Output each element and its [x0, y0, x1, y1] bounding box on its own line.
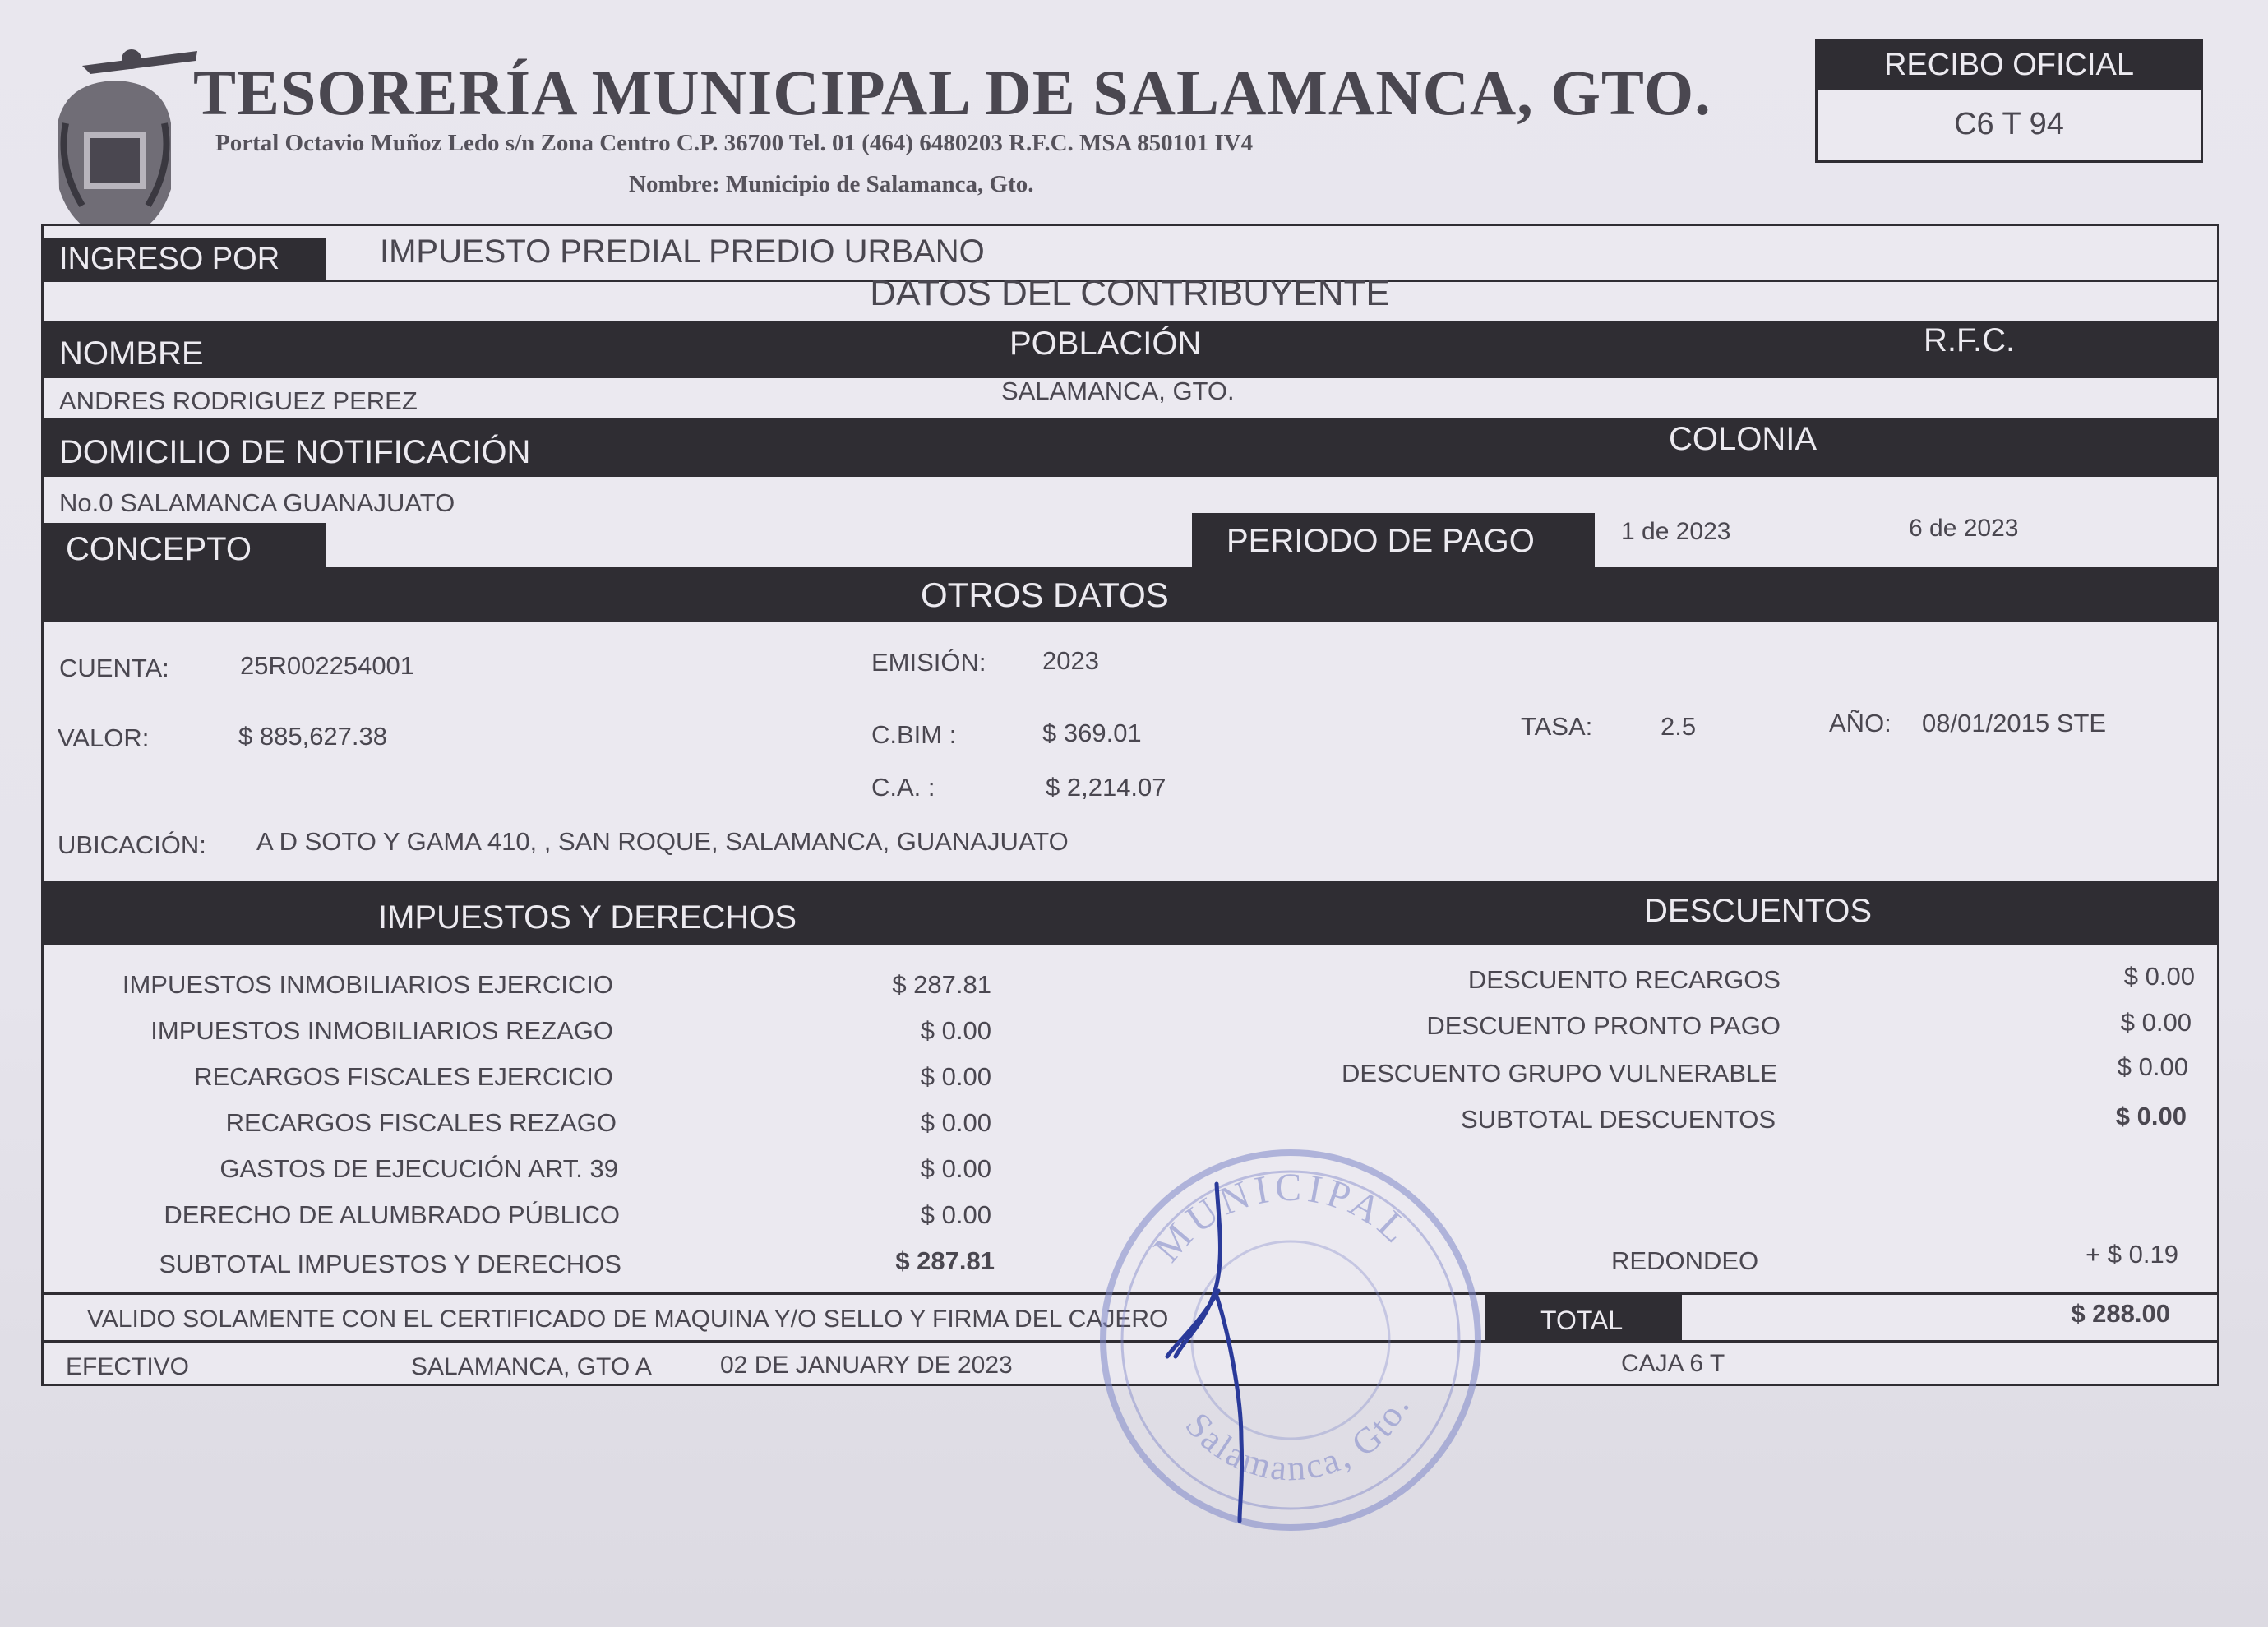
descuento-subtotal-label: SUBTOTAL DESCUENTOS	[1461, 1105, 1776, 1134]
ubicacion-value: A D SOTO Y GAMA 410, , SAN ROQUE, SALAMANCA, GUANAJUATO	[256, 827, 1069, 856]
periodo-desde: 1 de 2023	[1621, 518, 1731, 545]
otros-section-title: OTROS DATOS	[921, 575, 1169, 614]
fecha: 02 DE JANUARY DE 2023	[720, 1352, 1013, 1379]
cuenta-label: CUENTA:	[59, 654, 169, 682]
descuento-row-value: $ 0.00	[2117, 1052, 2188, 1081]
impuestos-title: IMPUESTOS Y DERECHOS	[378, 899, 797, 936]
impuesto-row-label: GASTOS DE EJECUCIÓN ART. 39	[219, 1154, 618, 1183]
descuento-row-value: $ 0.00	[2123, 962, 2195, 991]
nombre-label: NOMBRE	[59, 335, 204, 372]
anio-value: 08/01/2015 STE	[1922, 709, 2107, 737]
periodo-hasta: 6 de 2023	[1909, 515, 2019, 542]
impuesto-row-label: IMPUESTOS INMOBILIARIOS EJERCICIO	[122, 970, 613, 999]
domicilio-value: No.0 SALAMANCA GUANAJUATO	[59, 488, 455, 517]
caja: CAJA 6 T	[1621, 1350, 1725, 1377]
valor-value: $ 885,627.38	[238, 722, 388, 751]
treasury-name-line: Nombre: Municipio de Salamanca, Gto.	[629, 171, 1034, 197]
impuestos-header-bar	[43, 881, 2219, 945]
tasa-value: 2.5	[1661, 712, 1697, 741]
cbim-label: C.BIM :	[871, 720, 957, 749]
ingreso-value: IMPUESTO PREDIAL PREDIO URBANO	[380, 233, 985, 270]
stamp-top-text: MUNICIPAL	[1145, 1165, 1420, 1270]
emision-label: EMISIÓN:	[871, 648, 986, 677]
ingreso-label: INGRESO POR	[59, 242, 280, 276]
descuento-row-value: $ 0.00	[2120, 1008, 2192, 1037]
forma-pago: EFECTIVO	[66, 1353, 190, 1380]
impuesto-row-label: DERECHO DE ALUMBRADO PÚBLICO	[164, 1200, 620, 1229]
contribuyente-section-title: DATOS DEL CONTRIBUYENTE	[870, 273, 1390, 313]
cbim-value: $ 369.01	[1042, 719, 1142, 747]
rfc-label: R.F.C.	[1924, 322, 2016, 358]
descuento-subtotal-value: $ 0.00	[2115, 1102, 2187, 1130]
impuesto-row-value: $ 0.00	[920, 1062, 991, 1091]
emision-value: 2023	[1042, 646, 1099, 675]
impuesto-row-label: IMPUESTOS INMOBILIARIOS REZAGO	[150, 1016, 613, 1045]
poblacion-label: POBLACIÓN	[1009, 326, 1202, 362]
impuesto-subtotal-label: SUBTOTAL IMPUESTOS Y DERECHOS	[159, 1250, 621, 1278]
impuesto-row-value: $ 0.00	[920, 1016, 991, 1045]
ca-value: $ 2,214.07	[1046, 773, 1166, 802]
receipt-label: RECIBO OFICIAL	[1883, 48, 2135, 82]
redondeo-label: REDONDEO	[1611, 1246, 1759, 1275]
stamp-bottom-text: Salamanca, Gto.	[1177, 1387, 1419, 1489]
tasa-label: TASA:	[1521, 712, 1593, 741]
valor-label: VALOR:	[58, 723, 150, 752]
redondeo-value: + $ 0.19	[2086, 1240, 2178, 1269]
domicilio-label: DOMICILIO DE NOTIFICACIÓN	[59, 434, 531, 470]
ubicacion-label: UBICACIÓN:	[58, 830, 206, 859]
cashier-signature	[1151, 1167, 1315, 1529]
lugar: SALAMANCA, GTO A	[411, 1353, 652, 1380]
anio-label: AÑO:	[1829, 709, 1892, 737]
cuenta-value: 25R002254001	[240, 651, 415, 680]
total-label: TOTAL	[1540, 1306, 1624, 1335]
concepto-label: CONCEPTO	[66, 531, 252, 567]
validez-note: VALIDO SOLAMENTE CON EL CERTIFICADO DE MAQUINA Y/O SELLO Y FIRMA DEL CAJERO	[87, 1306, 1169, 1333]
periodo-label: PERIODO DE PAGO	[1226, 523, 1535, 559]
municipal-crest-logo	[33, 33, 206, 238]
impuesto-row-value: $ 0.00	[920, 1108, 991, 1137]
impuesto-row-value: $ 287.81	[892, 970, 991, 999]
ca-label: C.A. :	[871, 773, 935, 802]
impuesto-row-label: RECARGOS FISCALES REZAGO	[225, 1108, 617, 1137]
descuentos-title: DESCUENTOS	[1644, 893, 1873, 929]
descuento-row-label: DESCUENTO PRONTO PAGO	[1426, 1011, 1781, 1040]
impuesto-row-value: $ 0.00	[920, 1154, 991, 1183]
impuesto-subtotal-value: $ 287.81	[895, 1246, 995, 1275]
poblacion-value: SALAMANCA, GTO.	[1001, 377, 1235, 405]
treasury-address: Portal Octavio Muñoz Ledo s/n Zona Centro C.P. 36700 Tel. 01 (464) 6480203 R.F.C. MSA 850101 IV4	[215, 130, 1254, 156]
descuento-row-label: DESCUENTO GRUPO VULNERABLE	[1342, 1059, 1777, 1088]
colonia-label: COLONIA	[1669, 421, 1818, 457]
nombre-value: ANDRES RODRIGUEZ PEREZ	[59, 386, 418, 415]
treasury-title: TESORERÍA MUNICIPAL DE SALAMANCA, GTO.	[193, 57, 1711, 128]
total-value: $ 288.00	[2071, 1299, 2170, 1328]
descuento-row-label: DESCUENTO RECARGOS	[1467, 965, 1781, 994]
receipt-number: C6 T 94	[1954, 107, 2064, 141]
impuesto-row-value: $ 0.00	[920, 1200, 991, 1229]
impuesto-row-label: RECARGOS FISCALES EJERCICIO	[194, 1062, 613, 1091]
